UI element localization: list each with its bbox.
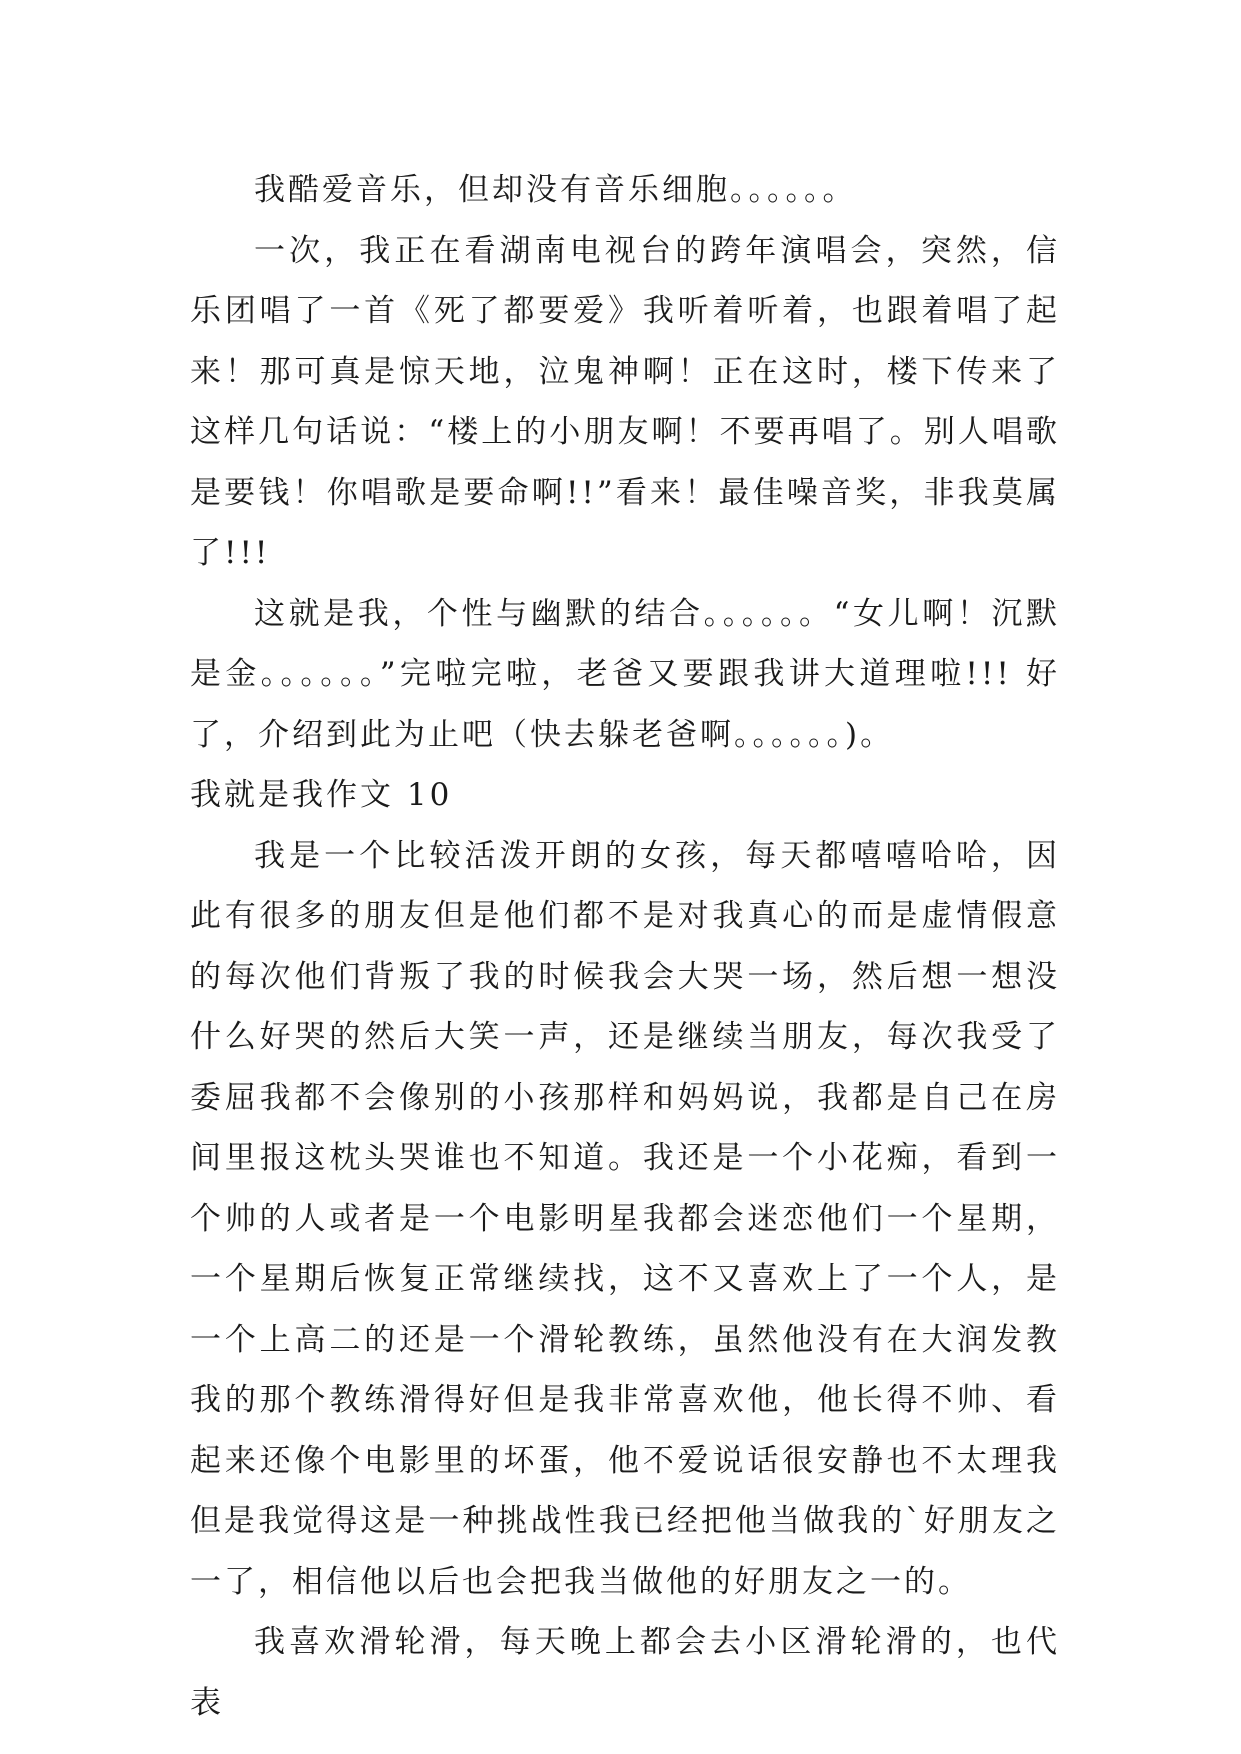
section-title: 我就是我作文 10: [190, 777, 453, 813]
paragraph-concert: 一次，我正在看湖南电视台的跨年演唱会，突然，信乐团唱了一首《死了都要爱》我听着听着，也跟着唱了起来！那可真是惊天地，泣鬼神啊！正在这时，楼下传来了这样几句话说：“楼上的小朋友啊！不要再唱了。别人唱歌是要钱！你唱歌是要命啊!!”看来！最佳噪音奖，非我莫属了!!!: [190, 232, 1060, 571]
paragraph-personality: 我是一个比较活泼开朗的女孩，每天都嘻嘻哈哈，因此有很多的朋友但是他们都不是对我真心的而是虚情假意的每次他们背叛了我的时候我会大哭一场，然后想一想没什么好哭的然后大笑一声，还是继续当朋友，每次我受了委屈我都不会像别的小孩那样和妈妈说，我都是自己在房间里报这枕头哭谁也不知道。我还是一个小花痴，看到一个帅的人或者是一个电影明星我都会迷恋他们一个星期，一个星期后恢复正常继续找，这不又喜欢上了一个人，是一个上高二的还是一个滑轮教练，虽然他没有在大润发教我的那个教练滑得好但是我非常喜欢他，他长得不帅、看起来还像个电影里的坏蛋，他不爱说话很安静也不太理我但是我觉得这是一种挑战性我已经把他当做我的`好朋友之一了，相信他以后也会把我当做他的好朋友之一的。: [190, 837, 1060, 1600]
paragraph-skating: 我喜欢滑轮滑，每天晚上都会去小区滑轮滑的，也代表: [190, 1624, 1060, 1721]
document-body: [190, 160, 1060, 1733]
paragraph-music: 我酷爱音乐，但却没有音乐细胞。。。。。。: [254, 172, 857, 208]
paragraph-humor: 这就是我，个性与幽默的结合。。。。。。“女儿啊！沉默是金。。。。。。”完啦完啦，老爸又要跟我讲大道理啦!!! 好了，介绍到此为止吧（快去躲老爸啊。。。。。。)。: [190, 595, 1060, 753]
